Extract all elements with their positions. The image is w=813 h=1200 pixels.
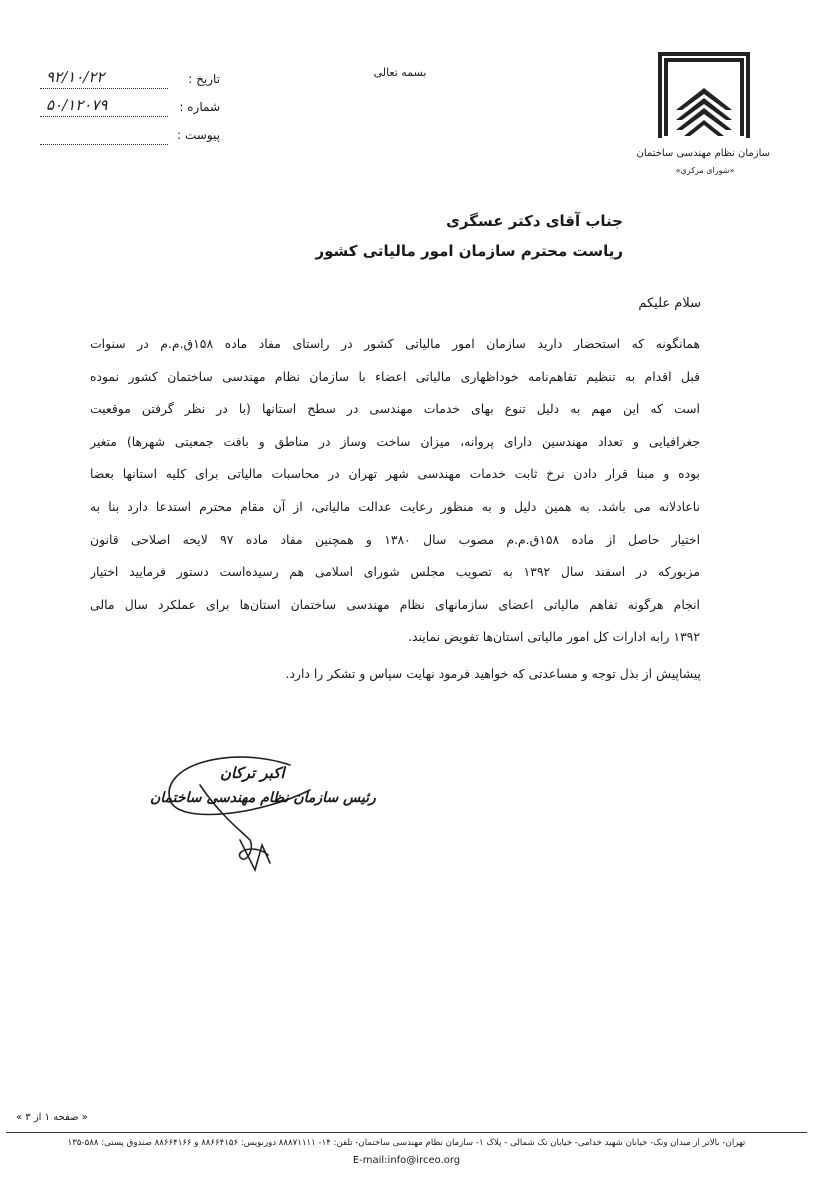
date-dotted-line — [40, 88, 168, 89]
number-value: ۵۰/۱۲۰۷۹ — [46, 96, 108, 114]
number-field — [40, 96, 220, 120]
logo-organization-name: سازمان نظام مهندسی ساختمان — [636, 148, 770, 159]
body-line: انجام هرگونه تفاهم مالیاتی اعضای سازمانهای نظام مهندسی ساختمان استان‌ها برای عملکرد سال مالی — [90, 596, 700, 612]
body-line: است که این مهم به دلیل تنوع بهای خدمات مهندسی در سطح استانها (با در نظر گرفتن موقعیت — [90, 401, 700, 417]
attachment-dotted-line — [40, 144, 168, 145]
basmala: بسمه تعالی — [373, 66, 427, 79]
footer-divider — [6, 1132, 807, 1133]
date-field — [40, 68, 220, 92]
body-line: جغرافیایی و تعداد مهندسین دارای پروانه، میزان ساخت وساز در مناطق و بافت جمعیتی شهرها) متغیر — [90, 433, 700, 449]
signatory-title: رئیس سازمان نظام مهندسی ساختمان — [150, 790, 376, 806]
addressee-block — [243, 206, 623, 266]
number-dotted-line — [40, 116, 168, 117]
attachment-label: پیوست : — [177, 128, 220, 142]
addressee-title: ریاست محترم سازمان امور مالیاتی کشور — [315, 242, 623, 260]
building-logo-icon — [654, 48, 754, 143]
addressee-name: جناب آقای دکتر عسگری — [446, 212, 623, 230]
footer-address: تهران- بالاتر از میدان ونک- خیابان شهید خدامی- خیابان تک شمالی - پلاک ۱- سازمان نظام مهندسی ساختمان- تلفن: ۱۴- ۸۸۸۷۱۱۱۱ دورنویس: ۸۸۶۶۴۱۵۶ و ۸۸۶۶۴۱۶۶ صندوق پستی: ۵۸۸-۱۳۵ — [67, 1138, 746, 1148]
body-line: قبل اقدام به تنظیم تفاهم‌نامه خوداظهاری مالیاتی اعضاء با سازمان نظام مهندسی ساختمان کشور نموده — [90, 368, 700, 384]
body-line: ناعادلانه می باشد. به همین دلیل و به منظور رعایت عدالت مالیاتی، از آن مقام محترم استدعا دارد بنا به — [90, 498, 700, 514]
body-line: اختیار حاصل از ماده ۱۵۸ق.م.م مصوب سال ۱۳۸۰ و همچنین مفاد ماده ۹۷ لایحه اصلاحی قانون — [90, 531, 700, 547]
date-label: تاریخ : — [188, 72, 220, 86]
body-line: همانگونه که استحضار دارید سازمان امور مالیاتی کشور در راستای مفاد ماده ۱۵۸ق.م.م در سنوات — [90, 336, 700, 351]
body-line: ۱۳۹۲ رابه ادارات کل امور مالیاتی استان‌ها تفویض نمایند. — [408, 629, 700, 645]
organization-logo — [636, 48, 770, 188]
footer-email: E-mail:info@irceo.org — [352, 1155, 461, 1166]
salutation: سلام علیکم — [638, 296, 701, 311]
body-line: مزبورکه در اسفند سال ۱۳۹۲ به تصویب مجلس شورای اسلامی هم رسیده‌است دستور فرمایید اختیار — [90, 564, 700, 580]
logo-subtitle: «شورای مرکزی» — [675, 166, 735, 175]
body-line: بوده و مبنا قرار دادن نرخ ثابت خدمات مهندسی شهر تهران در محاسبات مالیاتی برای کلیه استانها بعضا — [90, 466, 700, 482]
date-value: ۹۲/۱۰/۲۲ — [46, 68, 105, 86]
attachment-field — [40, 128, 220, 148]
signatory-name: اکبر ترکان — [220, 764, 285, 782]
closing-line: پیشاپیش از بذل توجه و مساعدتی که خواهید فرمود نهایت سپاس و تشکر را دارد. — [285, 666, 701, 681]
number-label: شماره : — [179, 100, 220, 114]
page-indicator: « صفحه ۱ از ۳ » — [16, 1112, 88, 1123]
letter-body — [90, 328, 700, 654]
